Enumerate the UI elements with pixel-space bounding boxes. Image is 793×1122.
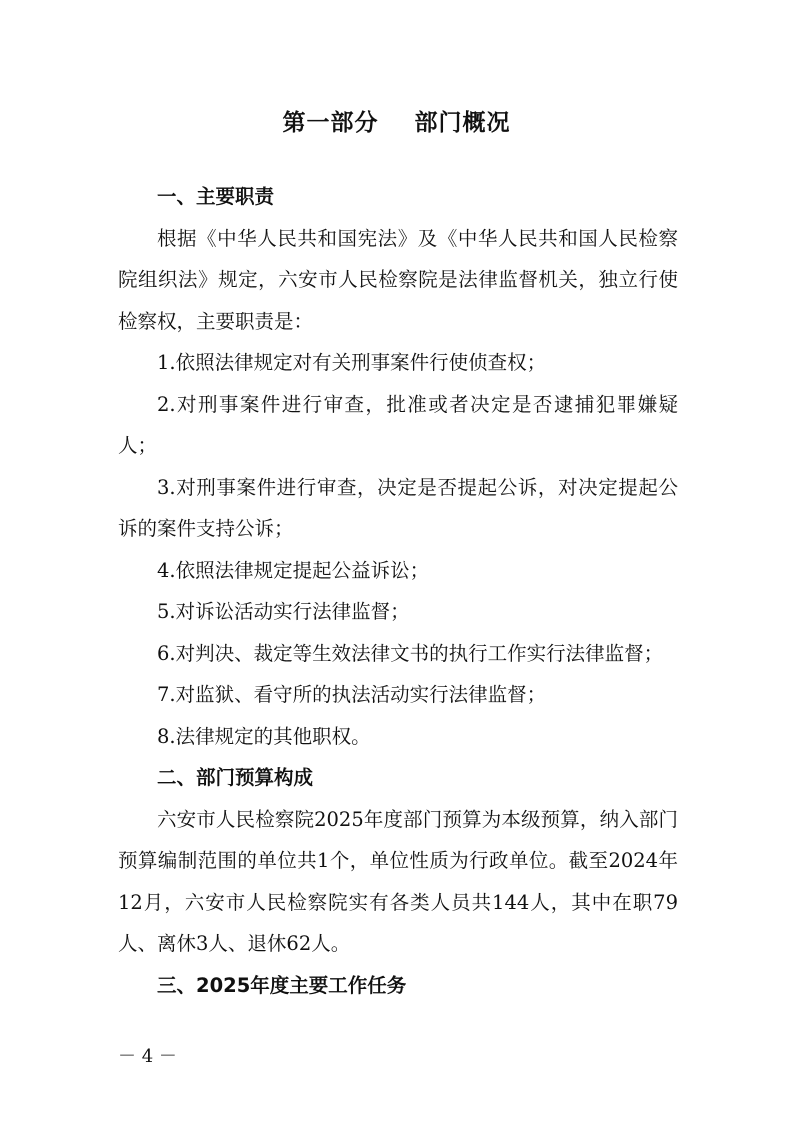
section-heading: 三、2025年度主要工作任务 xyxy=(157,973,407,997)
paragraph: 3.对刑事案件进行审查，决定是否提起公诉，对决定提起公诉的案件支持公诉； xyxy=(118,475,678,540)
section-heading: 二、部门预算构成 xyxy=(157,766,314,789)
paragraph: 六安市人民检察院2025年度部门预算为本级预算，纳入部门预算编制范围的单位共1个，单位性质为行政单位。截至2024年12月，六安市人民检察院实有各类人员共144人，其中在职79人、离休3人、退休62人。 xyxy=(118,807,678,955)
section-heading: 一、主要职责 xyxy=(157,185,275,208)
paragraph: 1.依照法律规定对有关刑事案件行使侦查权； xyxy=(157,351,547,374)
paragraph: 6.对判决、裁定等生效法律文书的执行工作实行法律监督； xyxy=(157,641,664,665)
paragraph: 4.依照法律规定提起公益诉讼； xyxy=(157,558,430,582)
document-body xyxy=(118,176,678,1006)
page-number: － 4 － xyxy=(118,1046,177,1067)
paragraph: 根据《中华人民共和国宪法》及《中华人民共和国人民检察院组织法》规定，六安市人民检察院是法律监督机关，独立行使检察权，主要职责是： xyxy=(118,226,678,333)
paragraph: 7.对监狱、看守所的执法活动实行法律监督； xyxy=(157,683,547,706)
page-title: 第一部分 部门概况 xyxy=(282,110,511,136)
paragraph: 8.法律规定的其他职权。 xyxy=(157,724,371,748)
paragraph: 2.对刑事案件进行审查，批准或者决定是否逮捕犯罪嫌疑人； xyxy=(118,392,678,457)
paragraph: 5.对诉讼活动实行法律监督； xyxy=(157,600,410,623)
